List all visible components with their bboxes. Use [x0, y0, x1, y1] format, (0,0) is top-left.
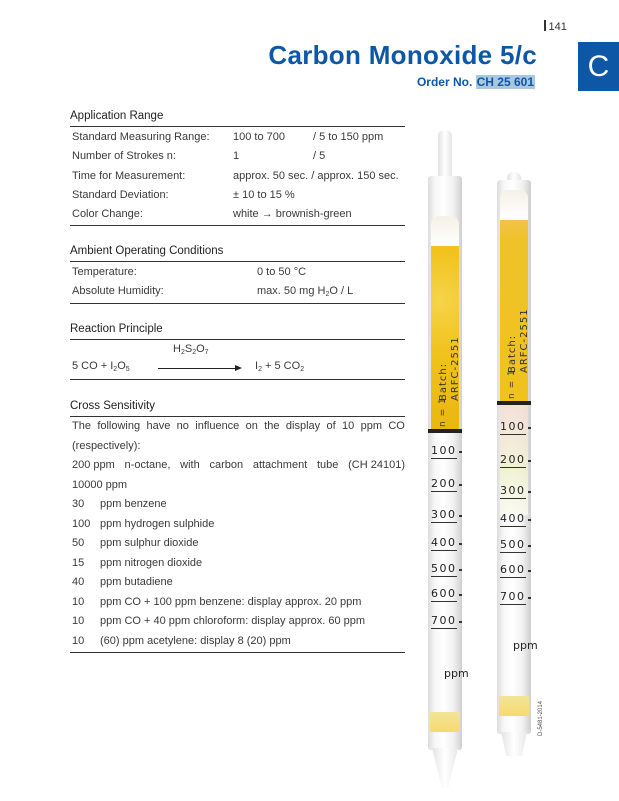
- item-substance: (60) ppm acetylene: display 8 (20) ppm: [100, 634, 291, 647]
- order-number-value[interactable]: CH 25 601: [476, 75, 534, 89]
- reactants: 5 CO + $I_2O_5$: [72, 360, 130, 373]
- scale-mark-label: 300: [431, 508, 457, 521]
- order-number: [417, 75, 535, 89]
- cross-sensitivity-item: [70, 612, 405, 632]
- item-concentration: 40: [72, 576, 85, 588]
- batch-code: ARFC-2551: [519, 308, 530, 373]
- scale-mark-line: [431, 458, 457, 459]
- cross-sensitivity-item: [70, 632, 405, 652]
- scale-tick: [459, 569, 462, 571]
- spec-label: Color Change:: [72, 208, 143, 221]
- item-substance: ppm hydrogen sulphide: [100, 517, 215, 530]
- tube-bottom-tip: [432, 748, 458, 788]
- scale-tick: [459, 543, 462, 545]
- section-rule: [70, 379, 405, 380]
- spec-row: [70, 128, 405, 147]
- word: The: [72, 420, 91, 432]
- scale-tick: [528, 491, 531, 493]
- word: the: [264, 420, 280, 432]
- scale-tick: [459, 515, 462, 517]
- word: of: [326, 420, 336, 432]
- cross-sensitivity-item: [70, 456, 405, 476]
- scale-mark-line: [431, 550, 457, 551]
- scale-tick: [528, 545, 531, 547]
- scale-mark-line: [500, 577, 526, 578]
- scale-mark-line: [500, 552, 526, 553]
- products: $I_2 + 5$ $CO_2$: [255, 360, 305, 373]
- scale-mark-line: [500, 526, 526, 527]
- cross-sensitivity-section: [70, 398, 405, 653]
- word: ppm: [360, 420, 383, 432]
- item-concentration: 10: [72, 595, 85, 608]
- cross-sensitivity-intro-cont: (respectively):: [72, 439, 141, 452]
- reference-band: [428, 429, 462, 433]
- item-substance: ppm butadiene: [100, 576, 173, 588]
- tube-plug: [431, 216, 459, 246]
- order-label: Order No.: [416, 75, 473, 89]
- section-rule: [70, 303, 405, 304]
- scale-mark-label: 500: [431, 562, 457, 575]
- scale-mark-label: 400: [500, 512, 526, 525]
- scale-mark-line: [500, 604, 526, 605]
- unit-label: ppm: [444, 667, 469, 680]
- word: no: [176, 420, 189, 432]
- scale-mark-line: [500, 498, 526, 499]
- word: tube: [316, 459, 339, 471]
- word: attachment: [252, 459, 308, 471]
- scale-mark-label: 700: [500, 590, 526, 603]
- spec-value: 0 to 50 °C: [257, 266, 307, 278]
- scale-mark-line: [500, 467, 526, 468]
- item-concentration: 10: [72, 615, 85, 627]
- spec-row: [70, 167, 405, 186]
- cross-sensitivity-item: [70, 515, 405, 535]
- spec-value: max. 50 mg $H_2O$ / L: [257, 285, 354, 299]
- strokes-label: n = 1: [507, 369, 517, 399]
- bottom-reagent: [430, 712, 460, 732]
- reaction-principle-section: [70, 321, 405, 380]
- scale-mark-label: 100: [500, 420, 526, 433]
- item-concentration: 10000 ppm: [72, 478, 128, 491]
- spec-value: / 5: [313, 150, 326, 163]
- word: display: [285, 420, 321, 432]
- cross-sensitivity-item: [70, 476, 405, 496]
- item-substance: ppm nitrogen dioxide: [100, 556, 203, 569]
- item-substance: ppm CO + 100 ppm benzene: display approx. 20 ppm: [100, 595, 362, 608]
- item-concentration: 100: [72, 517, 91, 530]
- spec-label: Standard Measuring Range:: [72, 131, 210, 143]
- application-range-section: [70, 108, 405, 226]
- section-heading: Cross Sensitivity: [70, 398, 405, 417]
- scale-mark-line: [431, 522, 457, 523]
- image-code: D-5481-2014: [538, 700, 544, 736]
- scale-mark-line: [431, 628, 457, 629]
- word: 10: [342, 420, 355, 432]
- scale-tick: [528, 597, 531, 599]
- item-concentration: 50: [72, 537, 85, 549]
- cross-sensitivity-item: [70, 534, 405, 554]
- scale-mark-label: 500: [500, 538, 526, 551]
- bottom-reagent: [499, 696, 529, 716]
- reaction-equation: [70, 340, 405, 378]
- index-tab-letter[interactable]: C: [578, 42, 619, 91]
- spec-label: Standard Deviation:: [72, 188, 169, 201]
- cross-sensitivity-intro: [70, 417, 405, 437]
- tube-bottom-tip: [501, 732, 527, 756]
- spec-label: Temperature:: [72, 266, 137, 278]
- scale-mark-label: 200: [431, 477, 457, 490]
- cross-sensitivity-item: [70, 573, 405, 593]
- section-heading: Reaction Principle: [70, 321, 405, 340]
- spec-value: 1: [233, 150, 240, 163]
- scale-tick: [459, 451, 462, 453]
- batch-code: ARFC-2551: [450, 336, 461, 401]
- item-concentration: 15: [72, 556, 85, 569]
- scale-mark-label: 100: [431, 444, 457, 457]
- cross-sensitivity-item: [70, 554, 405, 574]
- cross-sensitivity-item: [70, 593, 405, 613]
- scale-mark-line: [431, 491, 457, 492]
- spec-label: Number of Strokes n:: [72, 150, 176, 163]
- reaction-arrow-icon: [158, 368, 240, 369]
- word: with: [180, 459, 200, 471]
- scale-tick: [528, 570, 531, 572]
- batch-label: Batch:: [438, 362, 449, 401]
- scale-mark-label: 400: [431, 536, 457, 549]
- scale-mark-label: 600: [500, 563, 526, 576]
- spec-row: [70, 186, 405, 205]
- item-concentration: 30: [72, 498, 85, 510]
- spec-row: [70, 263, 405, 282]
- spec-value: ± 10 to 15 %: [233, 188, 295, 201]
- item-substance: ppm sulphur dioxide: [100, 537, 199, 549]
- catalyst: $H_2S_2O_7$: [173, 343, 209, 356]
- word: have: [146, 420, 171, 432]
- tube-top-tip: [438, 130, 452, 180]
- item-substance: ppm CO + 40 ppm chloroform: display approx. 60 ppm: [100, 615, 366, 627]
- scale-mark-line: [431, 576, 457, 577]
- spec-row: [70, 147, 405, 166]
- page-title: Carbon Monoxide 5/c: [268, 40, 537, 70]
- spec-row: [70, 205, 405, 224]
- batch-label: Batch:: [507, 334, 518, 373]
- spec-label: Time for Measurement:: [72, 169, 186, 182]
- scale-mark-label: 700: [431, 614, 457, 627]
- spec-label: Absolute Humidity:: [72, 285, 164, 298]
- ambient-conditions-section: [70, 243, 405, 304]
- unit-label: ppm: [513, 639, 538, 652]
- spec-value: approx. 50 sec. / approx. 150 sec.: [233, 169, 399, 182]
- word: (CH 24101): [348, 459, 405, 471]
- scale-mark-label: 200: [500, 453, 526, 466]
- scale-mark-label: 300: [500, 484, 526, 497]
- word: influence: [195, 420, 240, 432]
- word: CO: [388, 420, 405, 432]
- cross-sensitivity-item: [70, 495, 405, 515]
- detector-tube-unused: [424, 130, 469, 790]
- scale-tick: [528, 460, 531, 462]
- spec-value: 100 to 700: [233, 131, 285, 143]
- word: on: [245, 420, 258, 432]
- section-heading: Application Range: [70, 108, 405, 127]
- scale-mark-label: 600: [431, 587, 457, 600]
- scale-tick: [528, 427, 531, 429]
- scale-tick: [459, 621, 462, 623]
- word: 200 ppm: [72, 459, 115, 471]
- item-substance: ppm benzene: [100, 498, 167, 510]
- word: following: [97, 420, 141, 432]
- strokes-label: n = 1: [438, 397, 448, 427]
- spec-value: white → brownish-green: [233, 208, 352, 221]
- item-concentration: 10: [72, 634, 85, 647]
- word: n-octane,: [124, 459, 171, 471]
- scale-mark-line: [431, 601, 457, 602]
- word: carbon: [209, 459, 244, 471]
- spec-row: [70, 282, 405, 301]
- page-number-divider: [544, 20, 546, 31]
- scale-tick: [459, 484, 462, 486]
- section-heading: Ambient Operating Conditions: [70, 243, 405, 262]
- scale-mark-line: [500, 434, 526, 435]
- page-number-text: 141: [548, 21, 567, 33]
- scale-tick: [459, 594, 462, 596]
- tube-plug: [500, 190, 528, 220]
- section-rule: [70, 225, 405, 226]
- scale-tick: [528, 519, 531, 521]
- detector-tube-used: [493, 172, 538, 774]
- page-number: [544, 20, 567, 33]
- section-rule: [70, 652, 405, 653]
- spec-value: / 5 to 150 ppm: [313, 131, 384, 143]
